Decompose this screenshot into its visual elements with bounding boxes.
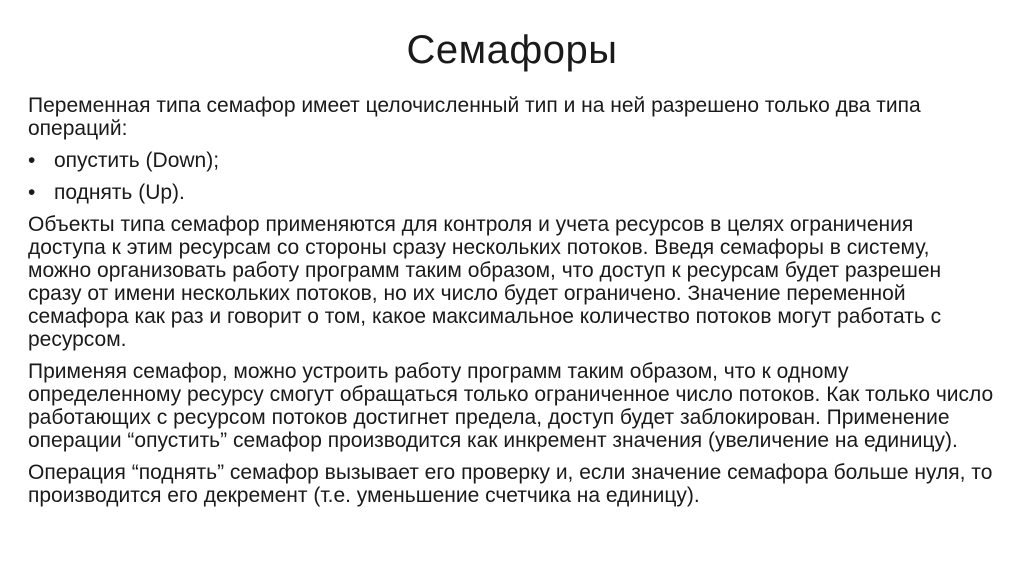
bullet-down-text: опустить (Down);	[54, 149, 220, 172]
slide-title: Семафоры	[406, 28, 618, 72]
intro-paragraph: Переменная типа семафор имеет целочисленный тип и на ней разрешено только два типа операций:	[28, 94, 921, 140]
bullet-up-text: поднять (Up).	[54, 181, 185, 204]
bullet-glyph: •	[28, 181, 36, 204]
slide-body	[28, 94, 996, 516]
bullet-down	[28, 149, 996, 172]
paragraph-semaphore-usage: Применяя семафор, можно устроить работу программ таким образом, что к одному определенному ресурсу смогут обращаться только ограниченное число потоков. Как только число работающих с ресурсом потоков достигнет предела, доступ будет заблокирован. Применение операции “опустить” семафор производится как инкремент значения (увеличение на единицу).	[28, 360, 994, 452]
paragraph-semaphore-up: Операция “поднять” семафор вызывает его проверку и, если значение семафора больше нуля, то производится его декремент (т.е. уменьшение счетчика на единицу).	[28, 461, 993, 507]
paragraph-semaphore-purpose: Объекты типа семафор применяются для контроля и учета ресурсов в целях ограничения доступа к этим ресурсам со стороны сразу нескольких потоков. Введя семафоры в систему, можно организовать работу программ таким образом, что доступ к ресурсам будет разрешен сразу от имени нескольких потоков, но их число будет ограничено. Значение переменной семафора как раз и говорит о том, какое максимальное количество потоков могут работать с ресурсом.	[28, 213, 942, 351]
bullet-glyph: •	[28, 149, 36, 172]
bullet-up	[28, 181, 996, 204]
